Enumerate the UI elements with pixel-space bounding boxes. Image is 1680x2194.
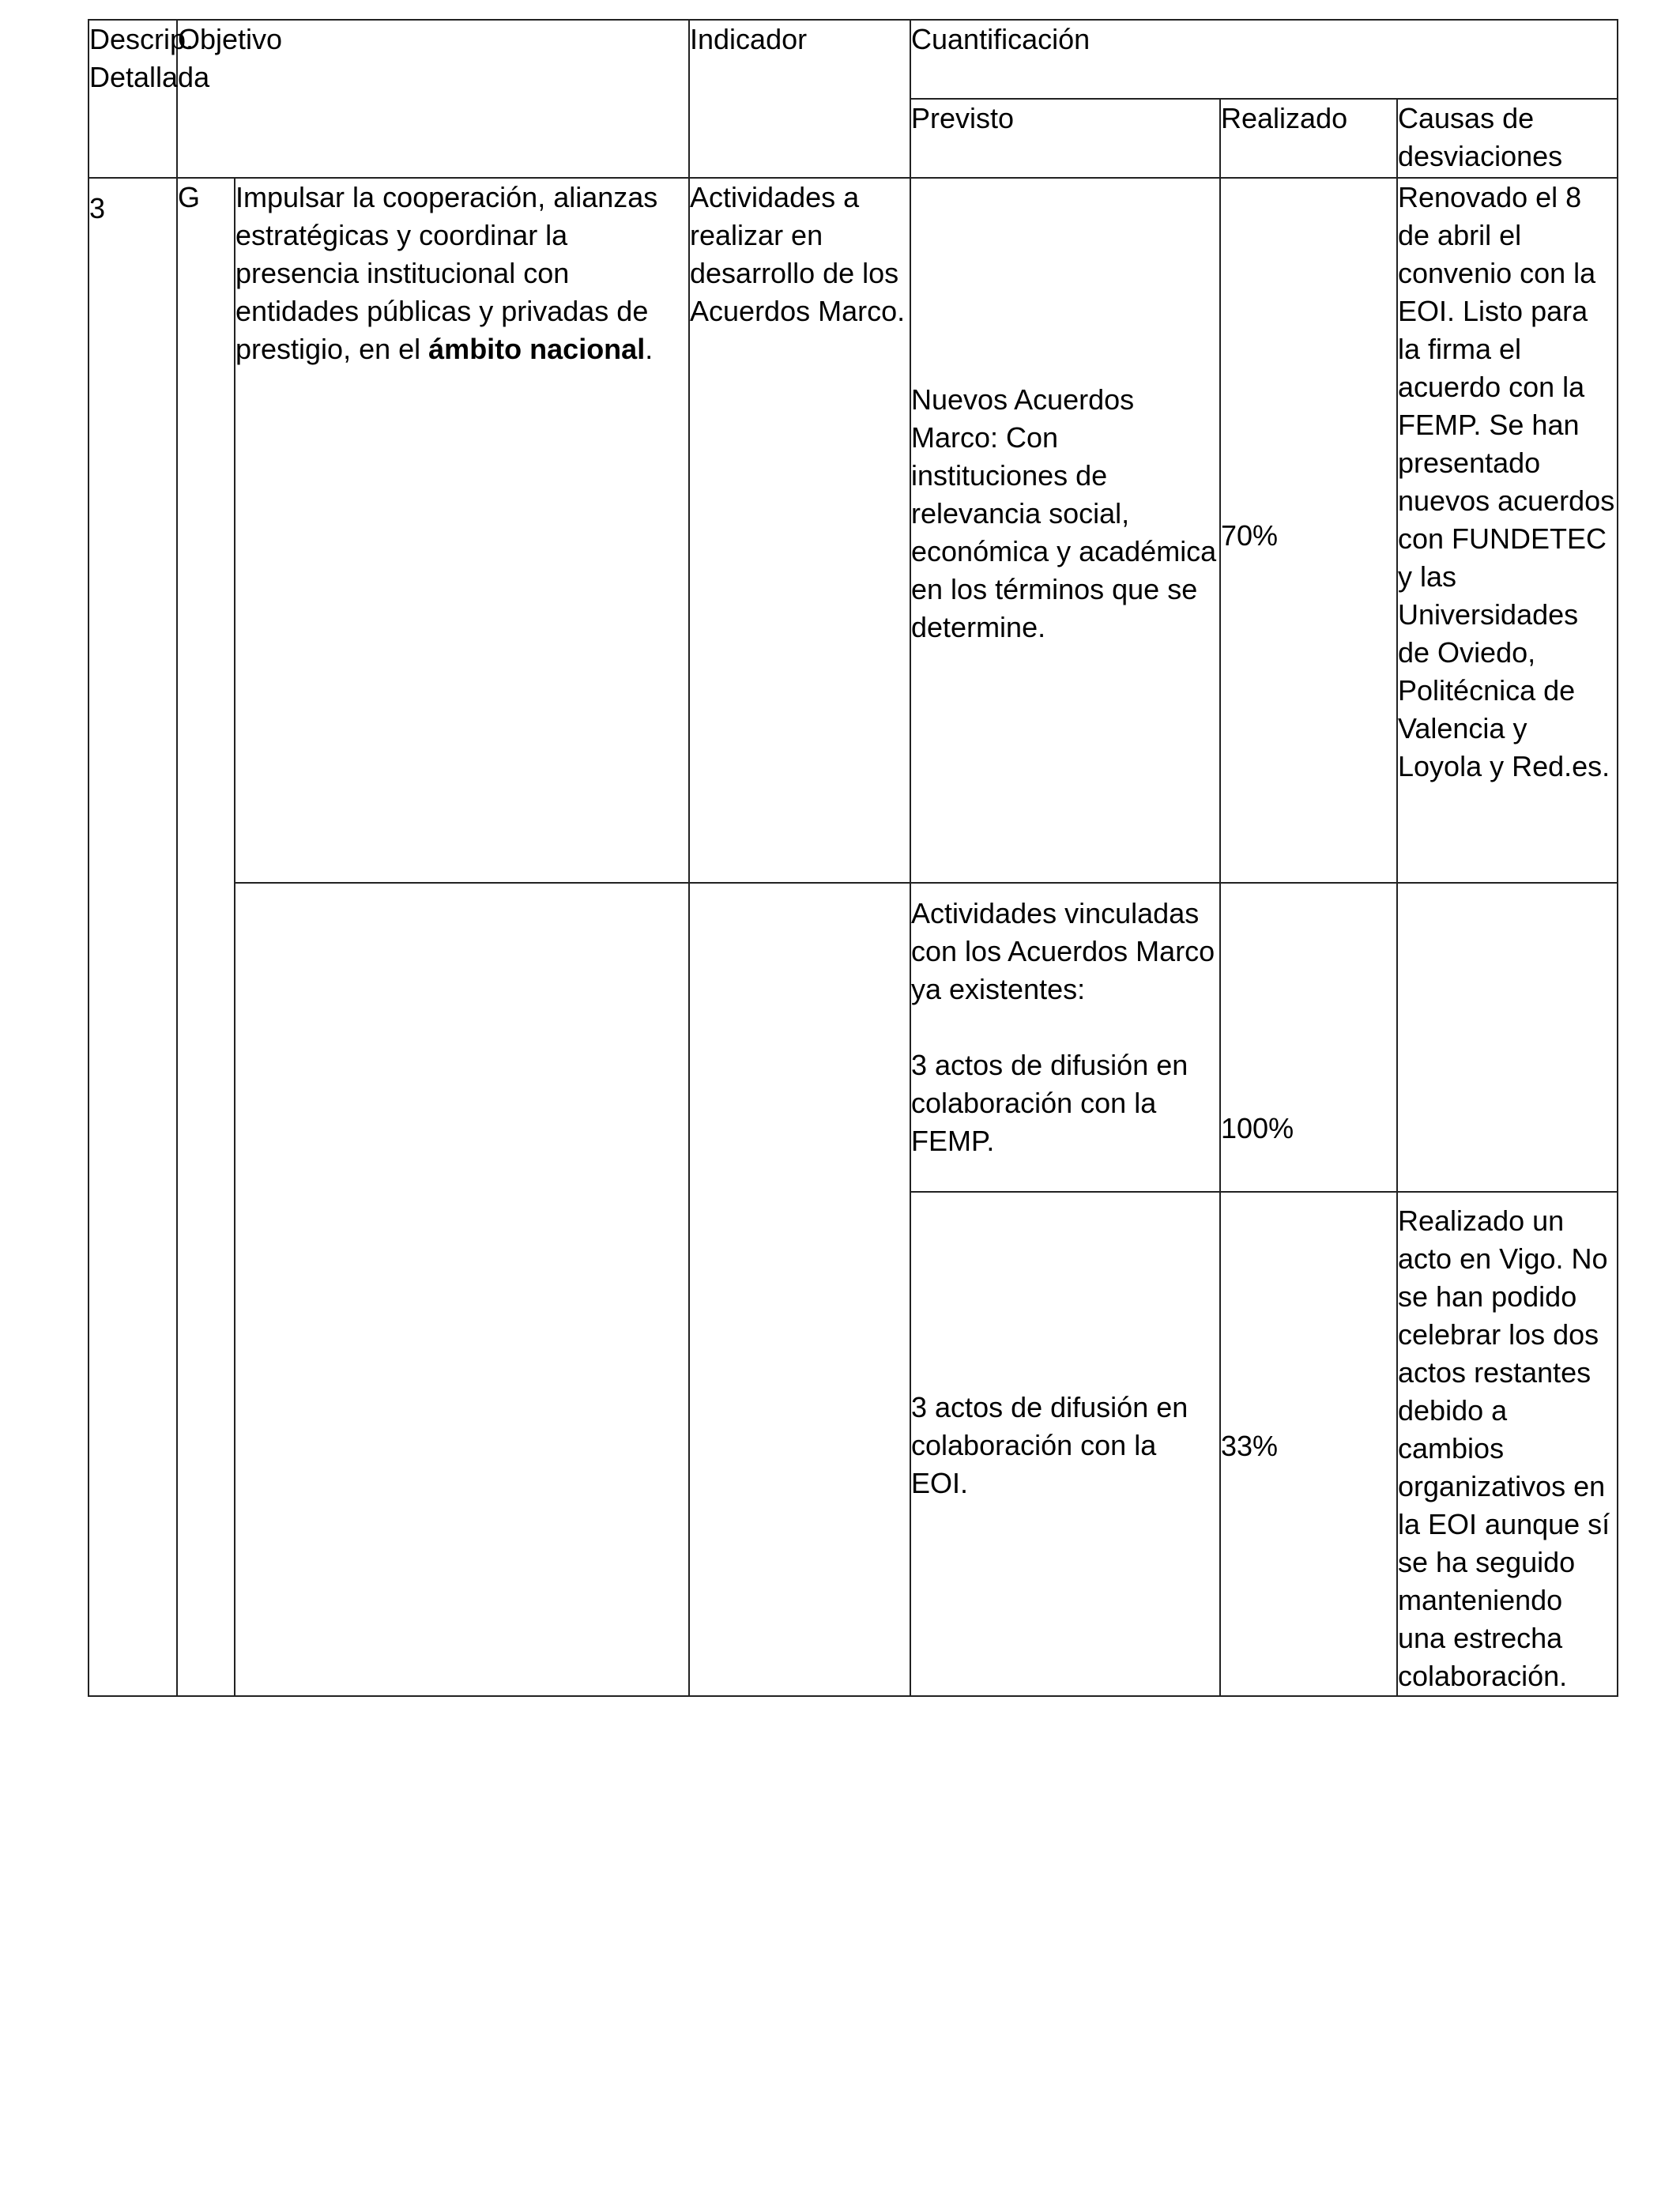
table-row [89, 178, 1618, 883]
header-realizado: Realizado [1220, 99, 1397, 178]
previsto-cell [910, 883, 1220, 1192]
header-objetivo: Objetivo [177, 20, 689, 178]
objetivo-cell [235, 178, 689, 883]
table-row [89, 883, 1618, 1192]
objetivo-text: Impulsar la cooperación, alianzas estratégicas y coordinar la presencia institucional con entidades públicas y privadas de prestigio, en el [235, 181, 658, 365]
causas-cell: Renovado el 8 de abril el convenio con la EOI. Listo para la firma el acuerdo con la FEMP. Se han presentado nuevos acuerdos con FUNDETEC y las Universidades de Oviedo, Politécnica de Valencia y Loyola y Red.es. [1397, 178, 1618, 883]
realizado-cell: 33% [1220, 1192, 1397, 1696]
header-cuantificacion: Cuantificación [910, 20, 1618, 99]
header-descrip-line1: Descrip. [89, 23, 194, 55]
header-descrip-detallada [89, 20, 210, 178]
indicador-cell: Actividades a realizar en desarrollo de los Acuerdos Marco. [689, 178, 910, 883]
previsto-cell: 3 actos de difusión en colaboración con la EOI. [910, 1192, 1220, 1696]
header-causas-line2: desviaciones [1398, 140, 1563, 172]
realizado-cell: 100% [1220, 883, 1397, 1192]
previsto-intro-text: Actividades vinculadas con los Acuerdos Marco ya existentes: [911, 897, 1215, 1005]
objetivo-bold-text: ámbito nacional [428, 333, 646, 365]
header-causas-line1: Causas de [1398, 102, 1535, 134]
header-previsto: Previsto [910, 99, 1220, 178]
header-descrip-line2: Detallada [89, 61, 210, 93]
header-causas-desviaciones [1397, 99, 1618, 178]
row-number: 3 [89, 178, 177, 1696]
previsto-cell: Nuevos Acuerdos Marco: Con instituciones de relevancia social, económica y académica en los términos que se determine. [910, 178, 1220, 883]
objectives-table [88, 19, 1618, 1697]
previsto-detail-text: 3 actos de difusión en colaboración con la FEMP. [911, 1049, 1188, 1157]
objetivo-period: . [645, 333, 654, 365]
row-letter: G [177, 178, 235, 1696]
causas-cell: Realizado un acto en Vigo. No se han podido celebrar los dos actos restantes debido a cambios organizativos en la EOI aunque sí se ha seguido manteniendo una estrecha colaboración. [1397, 1192, 1618, 1696]
realizado-cell: 70% [1220, 178, 1397, 883]
indicador-empty-cell [689, 883, 910, 1696]
objetivo-empty-cell [235, 883, 689, 1696]
causas-cell [1397, 883, 1618, 1192]
header-indicador: Indicador [689, 20, 910, 178]
